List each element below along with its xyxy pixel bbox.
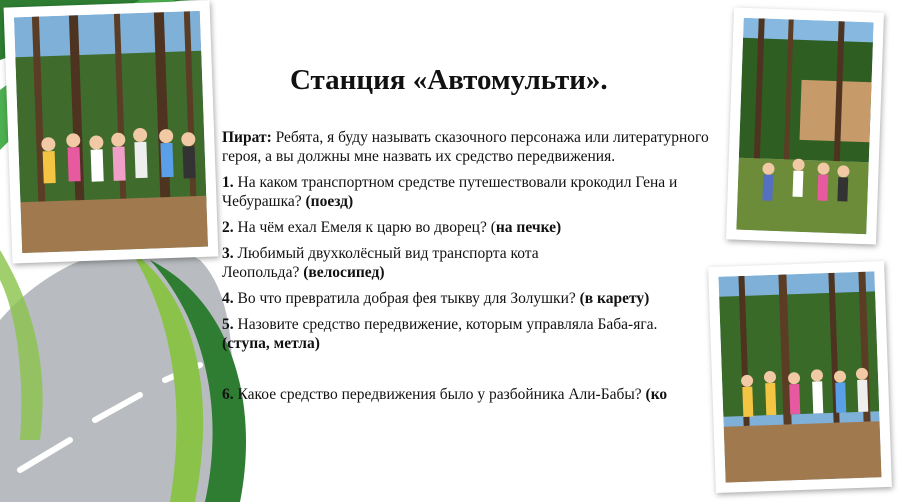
question-2 bbox=[222, 218, 722, 237]
photo-children-forest-bottom-right bbox=[708, 261, 892, 493]
question-4 bbox=[222, 289, 722, 308]
question-5 bbox=[222, 315, 692, 353]
question-number: 6. bbox=[222, 386, 234, 403]
question-1 bbox=[222, 173, 722, 211]
question-answer: (поезд) bbox=[305, 193, 354, 210]
question-answer: (ко bbox=[645, 386, 668, 403]
question-answer: на печке) bbox=[495, 219, 562, 236]
question-text: Во что превратила добрая фея тыкву для Золушки? bbox=[233, 290, 580, 307]
question-text: Любимый двухколёсный вид транспорта кота Леопольда? bbox=[222, 245, 539, 281]
question-number: 2. bbox=[222, 219, 234, 236]
question-6 bbox=[222, 385, 716, 404]
slide-title: Станция «Автомульти». bbox=[290, 64, 608, 96]
question-answer: (ступа, метла) bbox=[222, 335, 320, 352]
question-number: 5. bbox=[222, 316, 234, 333]
photo-children-forest-top-right bbox=[726, 7, 884, 244]
question-number: 1. bbox=[222, 174, 234, 191]
question-text: Какое средство передвижения было у разбойника Али-Бабы? bbox=[233, 386, 646, 403]
question-number: 4. bbox=[222, 290, 234, 307]
question-text: Назовите средство передвижение, которым управляла Баба-яга. bbox=[233, 316, 658, 333]
speaker-label: Пират: bbox=[222, 129, 272, 146]
question-text: На чём ехал Емеля к царю во дворец? ( bbox=[233, 219, 496, 236]
photo-children-forest-left bbox=[4, 0, 219, 263]
question-answer: (в карету) bbox=[579, 290, 650, 307]
question-answer: (велосипед) bbox=[303, 264, 385, 281]
intro-paragraph bbox=[222, 128, 722, 166]
question-3 bbox=[222, 244, 592, 282]
slide-body bbox=[222, 128, 722, 360]
intro-text: Ребята, я буду называть сказочного персонажа или литературного героя, а вы должны мне назвать их средство передвижения. bbox=[222, 129, 709, 165]
question-number: 3. bbox=[222, 245, 234, 262]
question-text: На каком транспортном средстве путешествовали крокодил Гена и Чебурашка? bbox=[222, 174, 678, 210]
